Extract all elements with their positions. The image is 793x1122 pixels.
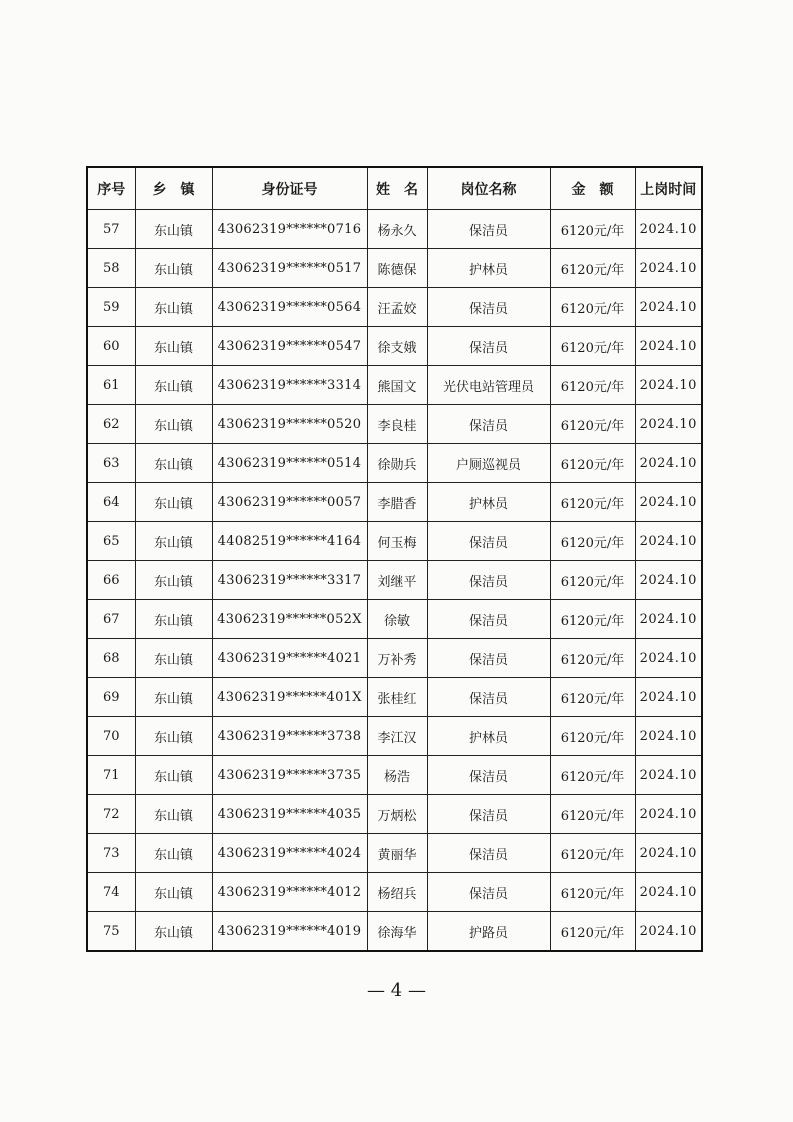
cell-seq: 62 xyxy=(87,405,135,444)
cell-name: 刘继平 xyxy=(367,561,427,600)
table-row xyxy=(87,249,702,288)
header-name: 姓 名 xyxy=(367,167,427,210)
cell-town: 东山镇 xyxy=(135,366,212,405)
table-row xyxy=(87,327,702,366)
cell-amount: 6120元/年 xyxy=(550,756,635,795)
cell-start: 2024.10 xyxy=(635,405,702,444)
cell-town: 东山镇 xyxy=(135,522,212,561)
table-header-row xyxy=(87,167,702,210)
cell-start: 2024.10 xyxy=(635,756,702,795)
cell-name: 徐敏 xyxy=(367,600,427,639)
cell-name: 李良桂 xyxy=(367,405,427,444)
cell-seq: 64 xyxy=(87,483,135,522)
cell-post: 护林员 xyxy=(427,249,550,288)
cell-name: 杨绍兵 xyxy=(367,873,427,912)
cell-amount: 6120元/年 xyxy=(550,444,635,483)
cell-post: 保洁员 xyxy=(427,873,550,912)
cell-town: 东山镇 xyxy=(135,912,212,952)
cell-seq: 61 xyxy=(87,366,135,405)
cell-amount: 6120元/年 xyxy=(550,405,635,444)
cell-id: 43062319******4012 xyxy=(212,873,367,912)
cell-id: 44082519******4164 xyxy=(212,522,367,561)
cell-id: 43062319******0057 xyxy=(212,483,367,522)
cell-start: 2024.10 xyxy=(635,795,702,834)
cell-id: 43062319******0520 xyxy=(212,405,367,444)
cell-seq: 59 xyxy=(87,288,135,327)
cell-town: 东山镇 xyxy=(135,873,212,912)
cell-seq: 75 xyxy=(87,912,135,952)
table-row xyxy=(87,483,702,522)
cell-town: 东山镇 xyxy=(135,600,212,639)
cell-amount: 6120元/年 xyxy=(550,249,635,288)
cell-town: 东山镇 xyxy=(135,210,212,249)
cell-amount: 6120元/年 xyxy=(550,795,635,834)
cell-start: 2024.10 xyxy=(635,873,702,912)
cell-name: 徐勋兵 xyxy=(367,444,427,483)
cell-name: 李腊香 xyxy=(367,483,427,522)
cell-name: 汪孟姣 xyxy=(367,288,427,327)
cell-town: 东山镇 xyxy=(135,288,212,327)
cell-seq: 65 xyxy=(87,522,135,561)
cell-start: 2024.10 xyxy=(635,600,702,639)
cell-id: 43062319******4021 xyxy=(212,639,367,678)
cell-seq: 73 xyxy=(87,834,135,873)
cell-amount: 6120元/年 xyxy=(550,366,635,405)
cell-amount: 6120元/年 xyxy=(550,873,635,912)
cell-id: 43062319******3738 xyxy=(212,717,367,756)
cell-start: 2024.10 xyxy=(635,366,702,405)
cell-id: 43062319******401X xyxy=(212,678,367,717)
cell-start: 2024.10 xyxy=(635,249,702,288)
cell-seq: 72 xyxy=(87,795,135,834)
cell-town: 东山镇 xyxy=(135,678,212,717)
table-row xyxy=(87,717,702,756)
cell-post: 保洁员 xyxy=(427,561,550,600)
cell-amount: 6120元/年 xyxy=(550,912,635,952)
cell-id: 43062319******0517 xyxy=(212,249,367,288)
cell-post: 护林员 xyxy=(427,483,550,522)
cell-seq: 74 xyxy=(87,873,135,912)
table-row xyxy=(87,210,702,249)
cell-seq: 60 xyxy=(87,327,135,366)
cell-name: 杨浩 xyxy=(367,756,427,795)
cell-start: 2024.10 xyxy=(635,483,702,522)
cell-name: 李江汉 xyxy=(367,717,427,756)
table-row xyxy=(87,522,702,561)
cell-seq: 71 xyxy=(87,756,135,795)
cell-name: 徐海华 xyxy=(367,912,427,952)
cell-town: 东山镇 xyxy=(135,483,212,522)
table-row xyxy=(87,756,702,795)
cell-post: 保洁员 xyxy=(427,756,550,795)
cell-name: 万炳松 xyxy=(367,795,427,834)
header-amount: 金 额 xyxy=(550,167,635,210)
cell-seq: 63 xyxy=(87,444,135,483)
cell-post: 户厕巡视员 xyxy=(427,444,550,483)
cell-town: 东山镇 xyxy=(135,561,212,600)
cell-amount: 6120元/年 xyxy=(550,522,635,561)
cell-start: 2024.10 xyxy=(635,522,702,561)
table-row xyxy=(87,834,702,873)
cell-id: 43062319******0564 xyxy=(212,288,367,327)
cell-amount: 6120元/年 xyxy=(550,717,635,756)
cell-town: 东山镇 xyxy=(135,834,212,873)
table-row xyxy=(87,561,702,600)
personnel-table xyxy=(86,166,703,952)
cell-town: 东山镇 xyxy=(135,717,212,756)
table-row xyxy=(87,873,702,912)
table-row xyxy=(87,639,702,678)
cell-post: 护林员 xyxy=(427,717,550,756)
cell-post: 保洁员 xyxy=(427,522,550,561)
header-start: 上岗时间 xyxy=(635,167,702,210)
cell-amount: 6120元/年 xyxy=(550,678,635,717)
cell-name: 熊国文 xyxy=(367,366,427,405)
cell-town: 东山镇 xyxy=(135,249,212,288)
cell-amount: 6120元/年 xyxy=(550,288,635,327)
cell-seq: 68 xyxy=(87,639,135,678)
table-row xyxy=(87,678,702,717)
cell-start: 2024.10 xyxy=(635,327,702,366)
cell-post: 保洁员 xyxy=(427,678,550,717)
cell-seq: 69 xyxy=(87,678,135,717)
cell-amount: 6120元/年 xyxy=(550,210,635,249)
cell-id: 43062319******3735 xyxy=(212,756,367,795)
cell-post: 光伏电站管理员 xyxy=(427,366,550,405)
cell-town: 东山镇 xyxy=(135,405,212,444)
cell-id: 43062319******0547 xyxy=(212,327,367,366)
cell-town: 东山镇 xyxy=(135,327,212,366)
table-row xyxy=(87,795,702,834)
cell-start: 2024.10 xyxy=(635,717,702,756)
header-seq: 序号 xyxy=(87,167,135,210)
cell-id: 43062319******3317 xyxy=(212,561,367,600)
cell-id: 43062319******4024 xyxy=(212,834,367,873)
page-number: — 4 — xyxy=(367,980,426,1001)
cell-start: 2024.10 xyxy=(635,834,702,873)
cell-seq: 66 xyxy=(87,561,135,600)
cell-id: 43062319******0514 xyxy=(212,444,367,483)
cell-seq: 70 xyxy=(87,717,135,756)
cell-seq: 57 xyxy=(87,210,135,249)
cell-amount: 6120元/年 xyxy=(550,327,635,366)
table-row xyxy=(87,405,702,444)
cell-name: 何玉梅 xyxy=(367,522,427,561)
cell-amount: 6120元/年 xyxy=(550,834,635,873)
cell-town: 东山镇 xyxy=(135,756,212,795)
cell-post: 护路员 xyxy=(427,912,550,952)
cell-town: 东山镇 xyxy=(135,795,212,834)
table-row xyxy=(87,444,702,483)
cell-town: 东山镇 xyxy=(135,444,212,483)
cell-post: 保洁员 xyxy=(427,327,550,366)
cell-start: 2024.10 xyxy=(635,444,702,483)
cell-id: 43062319******4019 xyxy=(212,912,367,952)
cell-town: 东山镇 xyxy=(135,639,212,678)
table-row xyxy=(87,288,702,327)
cell-post: 保洁员 xyxy=(427,210,550,249)
cell-name: 万补秀 xyxy=(367,639,427,678)
cell-id: 43062319******052X xyxy=(212,600,367,639)
cell-name: 陈德保 xyxy=(367,249,427,288)
cell-post: 保洁员 xyxy=(427,288,550,327)
cell-start: 2024.10 xyxy=(635,210,702,249)
cell-seq: 58 xyxy=(87,249,135,288)
cell-name: 黄丽华 xyxy=(367,834,427,873)
cell-post: 保洁员 xyxy=(427,639,550,678)
cell-start: 2024.10 xyxy=(635,288,702,327)
header-post: 岗位名称 xyxy=(427,167,550,210)
header-id: 身份证号 xyxy=(212,167,367,210)
cell-post: 保洁员 xyxy=(427,405,550,444)
cell-start: 2024.10 xyxy=(635,912,702,952)
cell-amount: 6120元/年 xyxy=(550,639,635,678)
table-row xyxy=(87,366,702,405)
cell-post: 保洁员 xyxy=(427,834,550,873)
cell-seq: 67 xyxy=(87,600,135,639)
cell-amount: 6120元/年 xyxy=(550,561,635,600)
cell-id: 43062319******3314 xyxy=(212,366,367,405)
cell-start: 2024.10 xyxy=(635,561,702,600)
table-row xyxy=(87,600,702,639)
cell-post: 保洁员 xyxy=(427,795,550,834)
table-row xyxy=(87,912,702,952)
cell-amount: 6120元/年 xyxy=(550,600,635,639)
cell-start: 2024.10 xyxy=(635,678,702,717)
cell-name: 徐支娥 xyxy=(367,327,427,366)
cell-id: 43062319******0716 xyxy=(212,210,367,249)
cell-name: 杨永久 xyxy=(367,210,427,249)
cell-name: 张桂红 xyxy=(367,678,427,717)
cell-id: 43062319******4035 xyxy=(212,795,367,834)
cell-amount: 6120元/年 xyxy=(550,483,635,522)
cell-start: 2024.10 xyxy=(635,639,702,678)
header-town: 乡 镇 xyxy=(135,167,212,210)
cell-post: 保洁员 xyxy=(427,600,550,639)
